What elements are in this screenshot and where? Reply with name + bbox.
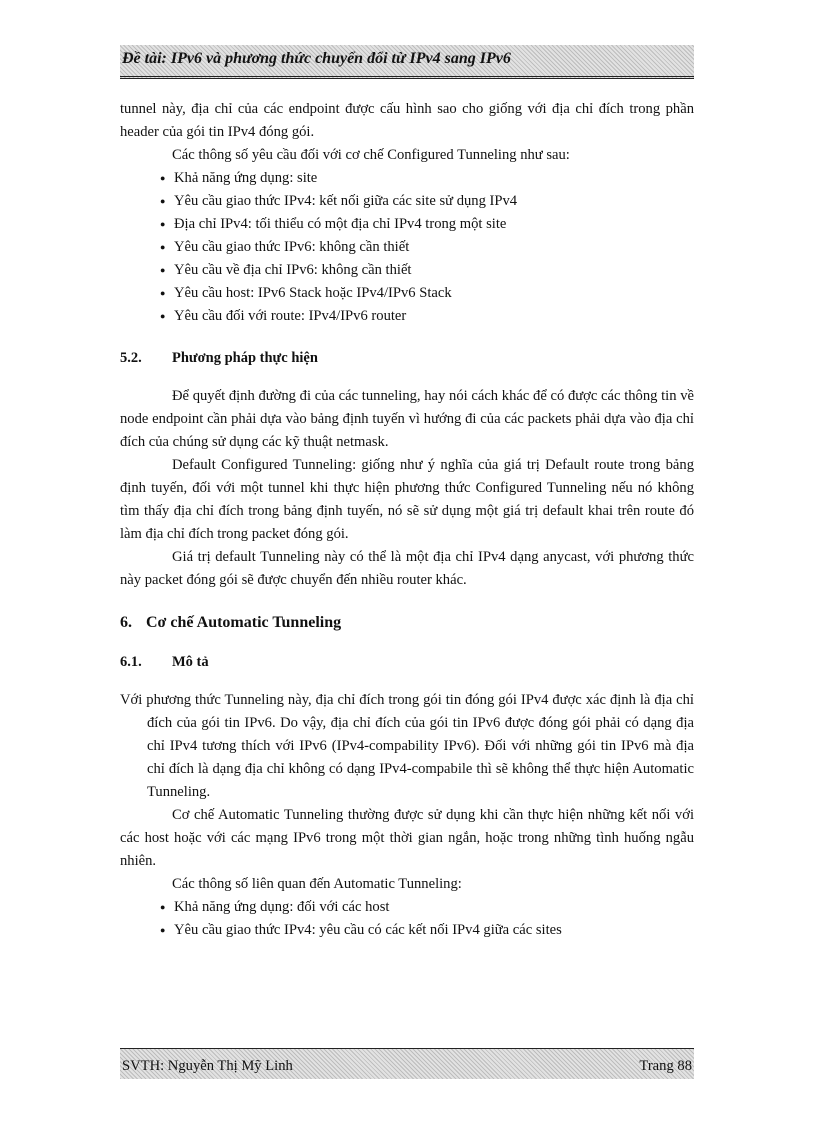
section-6-1-paragraph-3: Các thông số liên quan đến Automatic Tunneling: — [172, 876, 462, 892]
list-item: ● Yêu cầu giao thức IPv6: không cần thiết — [160, 236, 694, 259]
section-6-1-paragraph-1: Với phương thức Tunneling này, địa chỉ đích trong gói tin đóng gói IPv4 được xác định là địa chỉ đích của gói tin IPv6. Do vậy, địa chỉ đích của gói tin IPv6 được đóng gói phải có dạng địa chỉ IPv4 tương thích với IPv6 (IPv4-compability IPv6). Đối với những gói tin IPv6 mà địa chỉ đích là dạng địa chỉ không có dạng IPv4-compabile thì sẽ không thể thực hiện Automatic Tunneling. — [120, 692, 694, 800]
section-number: 6.1. — [120, 654, 142, 670]
page-content — [120, 98, 694, 942]
list-item: ● Yêu cầu đối với route: IPv4/IPv6 router — [160, 305, 694, 328]
page-footer — [120, 1048, 694, 1079]
section-6-1-heading — [120, 654, 694, 671]
automatic-tunneling-parameters-list — [120, 896, 694, 942]
footer-author: SVTH: Nguyễn Thị Mỹ Linh — [122, 1058, 293, 1074]
section-number: 6. — [120, 614, 132, 631]
list-item: ● Yêu cầu giao thức IPv4: kết nối giữa các site sử dụng IPv4 — [160, 190, 694, 213]
footer-page-number: Trang 88 — [639, 1058, 692, 1074]
section-5-2-heading — [120, 350, 694, 367]
list-item: ● Khả năng ứng dụng: đối với các host — [160, 896, 694, 919]
page-header — [120, 45, 694, 79]
section-6-1-paragraph-2: Cơ chế Automatic Tunneling thường được sử dụng khi cần thực hiện những kết nối với các host hoặc với các mạng IPv6 trong một thời gian ngắn, hoặc trong những tình huống ngẫu nhiên. — [120, 807, 694, 869]
section-6-heading — [120, 614, 694, 632]
list-item: ● Khả năng ứng dụng: site — [160, 167, 694, 190]
section-5-2-paragraph-1: Để quyết định đường đi của các tunneling, hay nói cách khác để có được các thông tin về node endpoint cần phải dựa vào bảng định tuyến vì hướng đi của các packets phải dựa vào địa chỉ đích của chúng sử dụng các kỹ thuật netmask. — [120, 388, 694, 450]
list-item: ● Yêu cầu host: IPv6 Stack hoặc IPv4/IPv6 Stack — [160, 282, 694, 305]
intro-paragraph: tunnel này, địa chỉ của các endpoint được cấu hình sao cho giống với địa chỉ đích trong phần header của gói tin IPv4 đóng gói. — [120, 101, 694, 140]
section-5-2-paragraph-2: Default Configured Tunneling: giống như ý nghĩa của giá trị Default route trong bảng định tuyến, đối với một tunnel khi thực hiện phương thức Configured Tunneling nếu nó không tìm thấy địa chỉ đích trong bảng định tuyến, nó sẽ sử dụng một giá trị default khai trên route đó làm địa chỉ đích trong packet đóng gói. — [120, 457, 694, 542]
list-item: ● Địa chỉ IPv4: tối thiểu có một địa chỉ IPv4 trong một site — [160, 213, 694, 236]
section-title: Mô tả — [172, 654, 209, 670]
section-title: Phương pháp thực hiện — [172, 350, 318, 366]
list-item: ● Yêu cầu về địa chỉ IPv6: không cần thiết — [160, 259, 694, 282]
section-5-2-paragraph-3: Giá trị default Tunneling này có thể là một địa chỉ IPv4 dạng anycast, với phương thức này packet đóng gói sẽ được chuyển đến nhiều router khác. — [120, 549, 694, 588]
header-title: Đề tài: IPv6 và phương thức chuyển đổi từ IPv4 sang IPv6 — [122, 50, 511, 67]
intro-requirements-lead: Các thông số yêu cầu đối với cơ chế Configured Tunneling như sau: — [172, 147, 570, 163]
section-number: 5.2. — [120, 350, 142, 366]
configured-tunneling-requirements-list — [120, 167, 694, 328]
section-title: Cơ chế Automatic Tunneling — [146, 614, 342, 631]
list-item: ● Yêu cầu giao thức IPv4: yêu cầu có các kết nối IPv4 giữa các sites — [160, 919, 694, 942]
